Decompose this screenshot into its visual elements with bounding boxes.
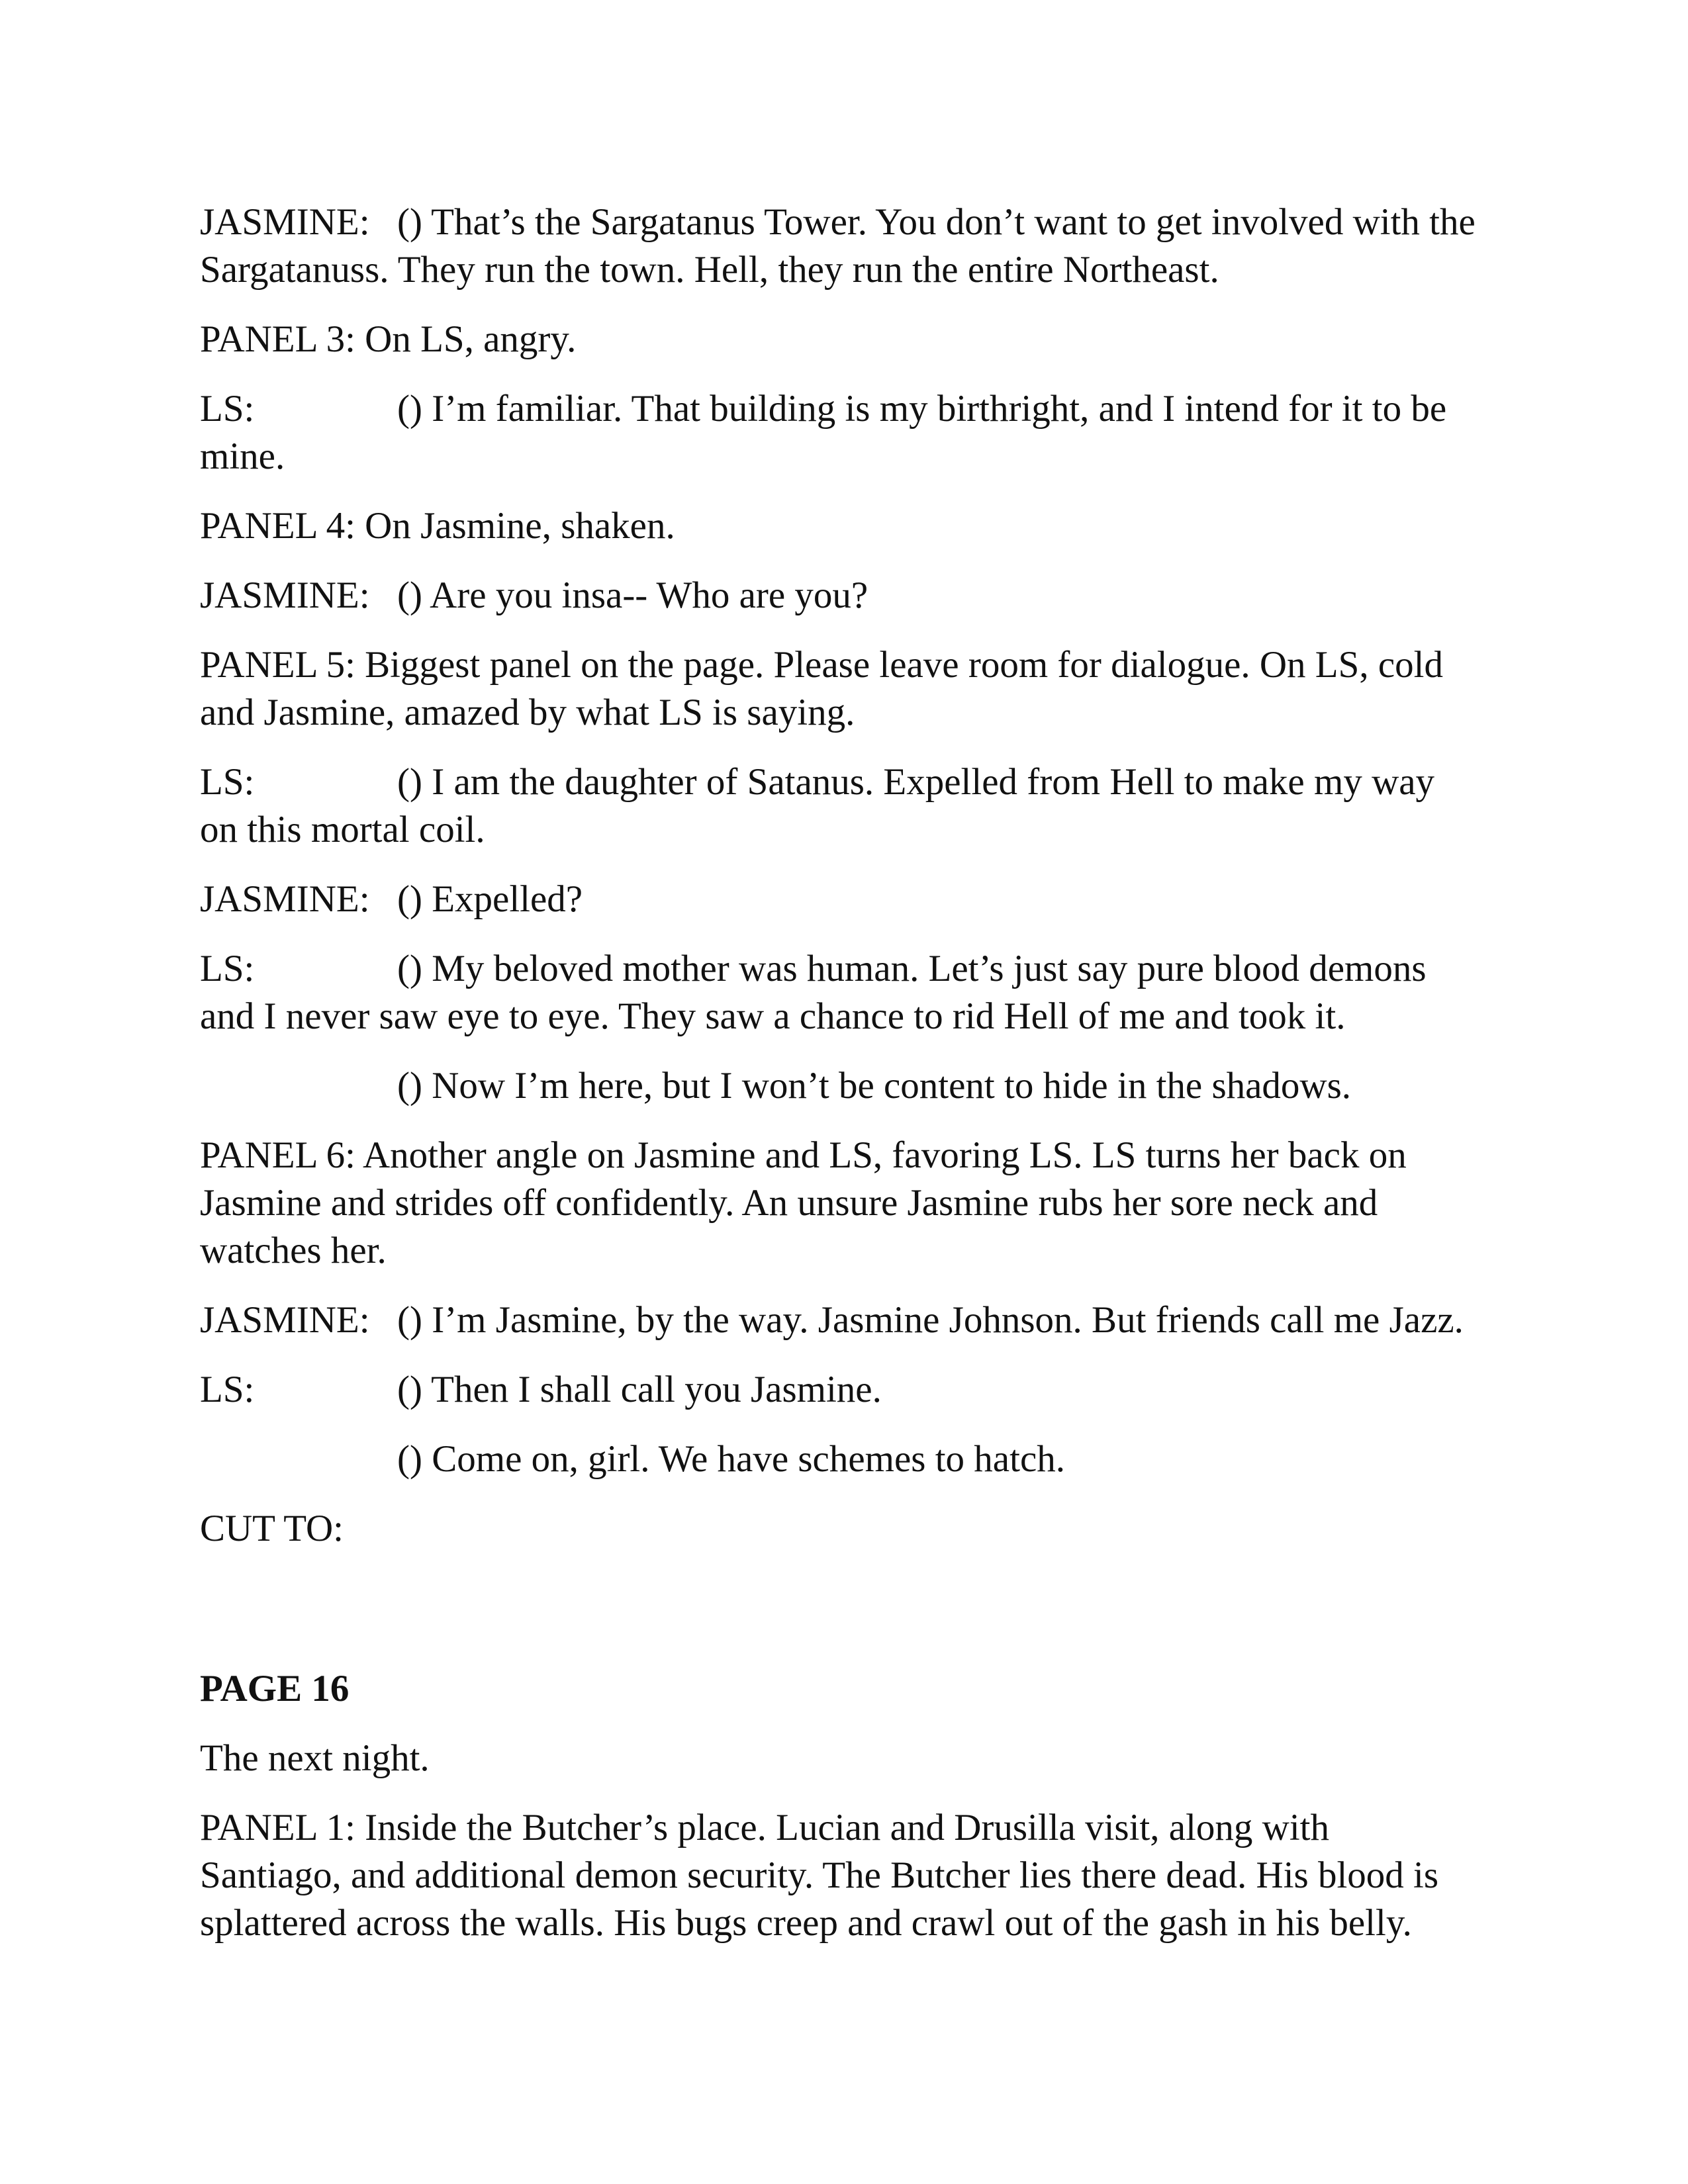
dialogue-ls-1 xyxy=(200,385,1477,480)
scene-line: The next night. xyxy=(200,1737,430,1779)
dialogue-ls-3 xyxy=(200,945,1477,1040)
dialogue-jasmine-4 xyxy=(200,1297,1477,1344)
dialogue-jasmine-2 xyxy=(200,572,1477,619)
speaker-label: LS: xyxy=(200,1369,255,1410)
speaker-label: JASMINE: xyxy=(200,1299,370,1341)
dialogue-text: () That’s the Sargatanus Tower. You don’t want to get involved with the Sargatanuss. They run the town. Hell, they run the entire Northeast. xyxy=(200,201,1476,291)
dialogue-text: () Expelled? xyxy=(397,878,583,920)
dialogue-ls-4-continuation: () Come on, girl. We have schemes to hatch. xyxy=(397,1438,1065,1480)
page-heading: PAGE 16 xyxy=(200,1668,350,1709)
dialogue-text: () Are you insa-- Who are you? xyxy=(397,574,868,616)
speaker-label: LS: xyxy=(200,948,255,989)
speaker-label: JASMINE: xyxy=(200,574,370,616)
dialogue-ls-2 xyxy=(200,758,1477,854)
speaker-label: LS: xyxy=(200,761,255,803)
dialogue-jasmine-3 xyxy=(200,876,1477,923)
panel-3-description: PANEL 3: On LS, angry. xyxy=(200,318,577,360)
panel-1-description: PANEL 1: Inside the Butcher’s place. Lucian and Drusilla visit, along with Santiago, and additional demon security. The Butcher lies there dead. His blood is splattered across the walls. His bugs creep and crawl out of the gash in his belly. xyxy=(200,1807,1439,1944)
dialogue-text: () My beloved mother was human. Let’s just say pure blood demons and I never saw eye to eye. They saw a chance to rid Hell of me and took it. xyxy=(200,948,1427,1037)
dialogue-text: () Then I shall call you Jasmine. xyxy=(397,1369,882,1410)
speaker-label: LS: xyxy=(200,388,255,430)
panel-4-description: PANEL 4: On Jasmine, shaken. xyxy=(200,505,675,547)
dialogue-text: () I’m familiar. That building is my birthright, and I intend for it to be mine. xyxy=(200,388,1447,477)
dialogue-jasmine-1 xyxy=(200,199,1477,294)
transition-cut-to: CUT TO: xyxy=(200,1508,344,1549)
speaker-label: JASMINE: xyxy=(200,878,370,920)
panel-6-description: PANEL 6: Another angle on Jasmine and LS, favoring LS. LS turns her back on Jasmine and strides off confidently. An unsure Jasmine rubs her sore neck and watches her. xyxy=(200,1134,1407,1271)
dialogue-text: () I am the daughter of Satanus. Expelled from Hell to make my way on this mortal coil. xyxy=(200,761,1435,850)
dialogue-ls-4 xyxy=(200,1366,1477,1414)
dialogue-text: () I’m Jasmine, by the way. Jasmine Johnson. But friends call me Jazz. xyxy=(397,1299,1464,1341)
speaker-label: JASMINE: xyxy=(200,201,370,243)
dialogue-ls-3-continuation: () Now I’m here, but I won’t be content to hide in the shadows. xyxy=(397,1065,1352,1107)
panel-5-description: PANEL 5: Biggest panel on the page. Please leave room for dialogue. On LS, cold and Jasmine, amazed by what LS is saying. xyxy=(200,644,1443,733)
script-content xyxy=(200,199,1477,1969)
